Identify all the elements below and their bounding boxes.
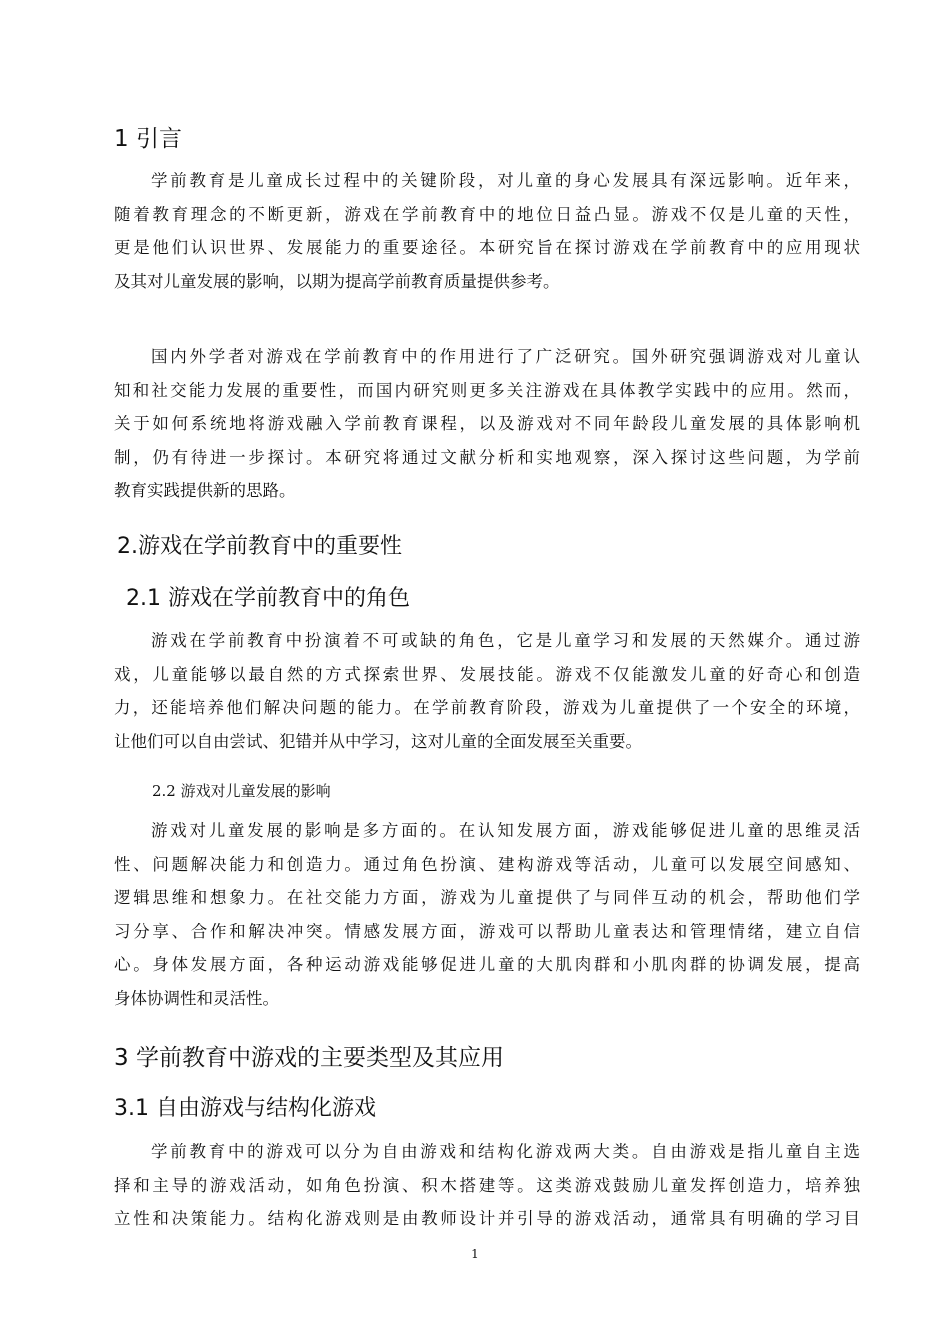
text-line: 学前教育是儿童成长过程中的关键阶段，对儿童的身心发展具有深远影响。近年来， — [151, 171, 860, 190]
text-line: 习分享、合作和解决冲突。情感发展方面，游戏可以帮助儿童表达和管理情绪，建立自信 — [114, 921, 860, 941]
heading-introduction: 1 引言 — [114, 126, 182, 152]
text-line: 关于如何系统地将游戏融入学前教育课程，以及游戏对不同年龄段儿童发展的具体影响机 — [114, 414, 860, 433]
heading-importance: 2.游戏在学前教育中的重要性 — [117, 534, 402, 559]
paragraph-free-structured-games — [114, 1135, 860, 1236]
paragraph-game-role — [114, 624, 860, 758]
text-line: 学前教育中的游戏可以分为自由游戏和结构化游戏两大类。自由游戏是指儿童自主选 — [151, 1142, 860, 1161]
text-line: 逻辑思维和想象力。在社交能力方面，游戏为儿童提供了与同伴互动的机会，帮助他们学 — [114, 888, 860, 907]
text-line: 制，仍有待进一步探讨。本研究将通过文献分析和实地观察，深入探讨这些问题，为学前 — [114, 447, 860, 467]
heading-development-impact: 2.2 游戏对儿童发展的影响 — [152, 782, 331, 800]
page-number: 1 — [471, 1247, 479, 1261]
text-line: 教育实践提供新的思路。 — [114, 481, 296, 500]
text-line: 知和社交能力发展的重要性，而国内研究则更多关注游戏在具体教学实践中的应用。然而， — [114, 380, 860, 400]
paragraph-development-impact — [114, 814, 860, 1015]
text-line: 国内外学者对游戏在学前教育中的作用进行了广泛研究。国外研究强调游戏对儿童认 — [151, 347, 860, 366]
paragraph-intro-2 — [114, 340, 860, 508]
text-line: 游戏在学前教育中扮演着不可或缺的角色，它是儿童学习和发展的天然媒介。通过游 — [151, 631, 860, 650]
heading-free-structured-games: 3.1 自由游戏与结构化游戏 — [114, 1096, 376, 1121]
text-line: 心。身体发展方面，各种运动游戏能够促进儿童的大肌肉群和小肌肉群的协调发展，提高 — [114, 955, 860, 974]
text-line: 立性和决策能力。结构化游戏则是由教师设计并引导的游戏活动，通常具有明确的学习目 — [114, 1209, 860, 1228]
heading-game-role: 2.1 游戏在学前教育中的角色 — [126, 586, 410, 611]
text-line: 更是他们认识世界、发展能力的重要途径。本研究旨在探讨游戏在学前教育中的应用现状 — [114, 238, 860, 257]
paragraph-intro-1 — [114, 164, 860, 298]
text-line: 游戏对儿童发展的影响是多方面的。在认知发展方面，游戏能够促进儿童的思维灵活 — [151, 821, 860, 840]
text-line: 身体协调性和灵活性。 — [114, 988, 279, 1008]
text-line: 性、问题解决能力和创造力。通过角色扮演、建构游戏等活动，儿童可以发展空间感知、 — [114, 854, 860, 874]
text-line: 戏，儿童能够以最自然的方式探索世界、发展技能。游戏不仅能激发儿童的好奇心和创造 — [114, 664, 860, 684]
text-line: 随着教育理念的不断更新，游戏在学前教育中的地位日益凸显。游戏不仅是儿童的天性， — [114, 204, 860, 224]
text-line: 及其对儿童发展的影响，以期为提高学前教育质量提供参考。 — [114, 271, 560, 291]
text-line: 择和主导的游戏活动，如角色扮演、积木搭建等。这类游戏鼓励儿童发挥创造力，培养独 — [114, 1175, 860, 1195]
heading-game-types: 3 学前教育中游戏的主要类型及其应用 — [114, 1045, 504, 1071]
text-line: 让他们可以自由尝试、犯错并从中学习，这对儿童的全面发展至关重要。 — [114, 731, 642, 751]
text-line: 力，还能培养他们解决问题的能力。在学前教育阶段，游戏为儿童提供了一个安全的环境， — [114, 698, 860, 717]
